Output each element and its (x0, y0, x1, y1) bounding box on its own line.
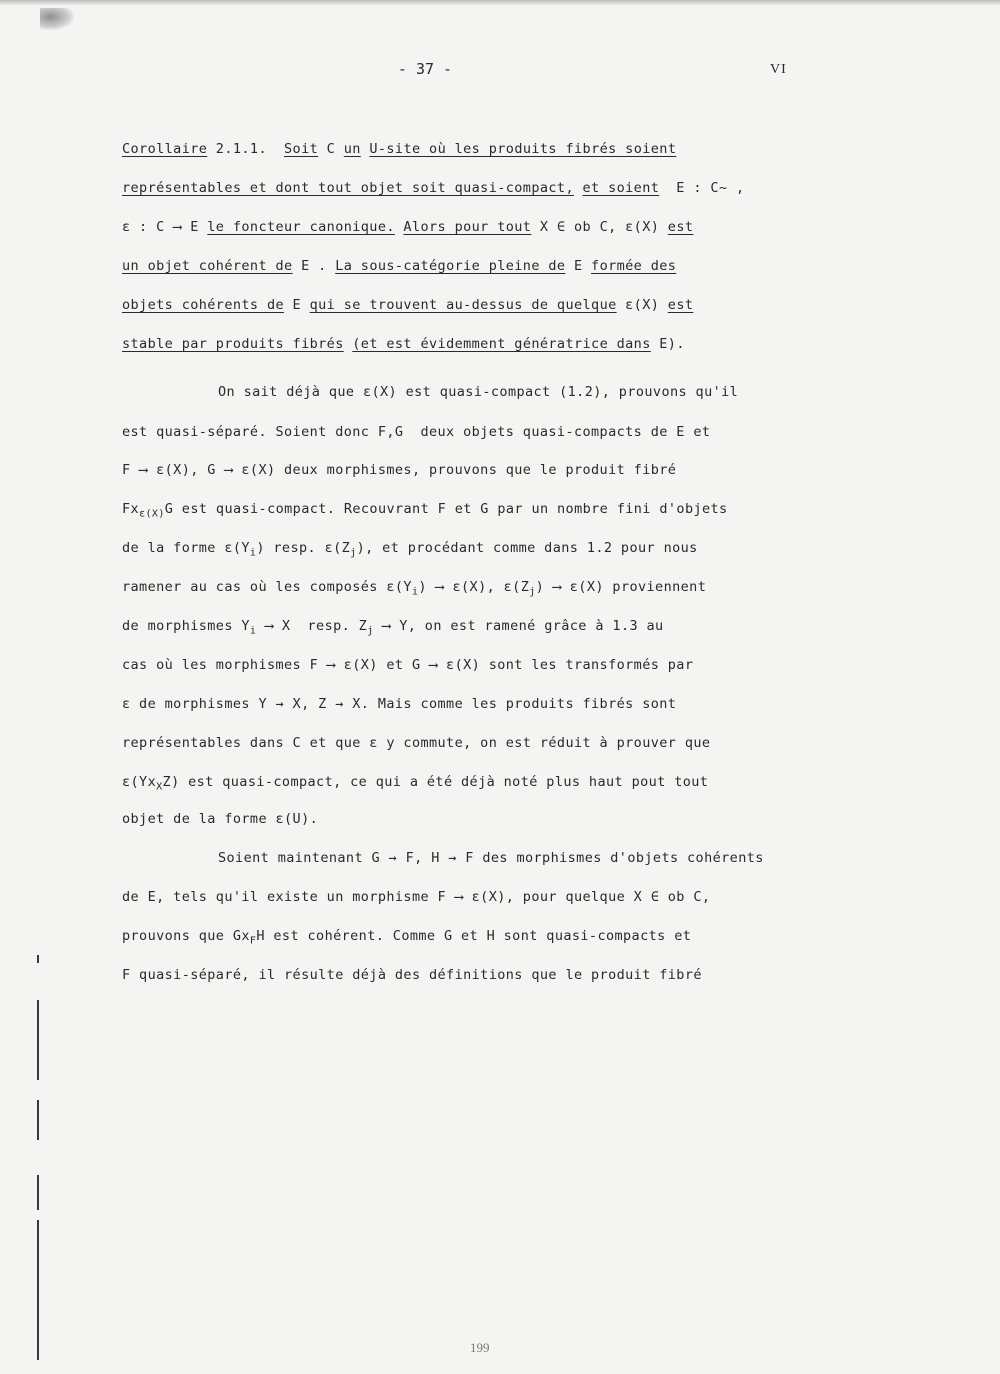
text-segment: Alors pour tout (403, 219, 532, 235)
text-line (122, 735, 710, 751)
text-segment (344, 336, 353, 352)
text-segment: objet de la forme ε(U). (122, 811, 319, 827)
text-segment: X ∈ ob C, ε(X) (531, 219, 668, 235)
text-segment: F quasi-séparé, il résulte déjà des définitions que le produit fibré (122, 967, 702, 983)
text-segment: un (343, 141, 361, 157)
text-segment: ) ⟶ ε(X), ε(Z (418, 579, 530, 595)
subscript: i (411, 586, 419, 598)
text-line (122, 889, 710, 905)
text-line (122, 258, 676, 274)
text-line (122, 462, 676, 478)
chapter-label: VI (770, 62, 787, 77)
binding-mark (37, 1000, 39, 1080)
text-segment: Soient maintenant G → F, H → F des morphismes d'objets cohérents (218, 850, 764, 866)
text-segment: ε(X) (616, 297, 668, 313)
text-segment: La sous-catégorie pleine de (335, 258, 566, 274)
text-segment: et soient (582, 180, 660, 196)
text-segment: E (565, 258, 592, 274)
text-segment: ramener au cas où les composés ε(Y (122, 579, 412, 595)
text-line (122, 540, 698, 559)
page-number-header: - 37 - (397, 60, 453, 78)
text-segment: ε de morphismes Y → X, Z → X. Mais comme les produits fibrés sont (122, 696, 677, 712)
text-line (122, 774, 708, 793)
text-line (122, 928, 691, 947)
text-segment: E (284, 297, 310, 313)
subscript: j (529, 586, 536, 598)
text-line (122, 424, 710, 440)
text-segment: est (667, 297, 694, 313)
text-segment: de E, tels qu'il existe un morphisme F ⟶ ε(X), pour quelque X ∈ ob C, (122, 889, 711, 905)
text-segment: ⟶ X resp. Z (256, 618, 368, 634)
text-segment: (et est évidemment génératrice dans (352, 336, 651, 352)
binding-mark (37, 1220, 39, 1360)
text-segment: objets cohérents de (122, 297, 285, 313)
text-segment: On sait déjà que ε(X) est quasi-compact (1.2), prouvons qu'il (218, 384, 739, 400)
text-line (122, 618, 664, 637)
text-line (218, 384, 738, 400)
text-segment: représentables et dont tout objet soit quasi-compact, (122, 180, 574, 196)
subscript: j (350, 547, 357, 559)
text-segment: E . (292, 258, 336, 274)
text-segment: ), et procédant comme dans 1.2 pour nous (356, 540, 698, 556)
text-segment: C (318, 141, 344, 157)
text-segment: formée des (591, 258, 677, 274)
text-line (122, 141, 676, 157)
text-segment: de la forme ε(Y (122, 540, 250, 556)
text-segment: Soit (284, 141, 319, 157)
subscript: i (249, 547, 257, 559)
subscript: X (156, 781, 163, 793)
subscript: F (249, 935, 257, 947)
text-line (122, 297, 693, 313)
scan-top-edge (0, 0, 1000, 6)
text-segment: le foncteur canonique. (207, 219, 395, 235)
text-segment: U-site où les produits fibrés soient (369, 141, 677, 157)
scan-corner-mark (40, 8, 74, 30)
text-segment: prouvons que Gx (122, 928, 250, 944)
binding-mark (37, 955, 39, 963)
text-line (122, 180, 745, 196)
text-segment: un objet cohérent de (122, 258, 293, 274)
text-line (122, 811, 318, 827)
text-segment: est quasi-séparé. Soient donc F,G deux objets quasi-compacts de E et (122, 424, 711, 440)
text-segment: ) ⟶ ε(X) proviennent (535, 579, 707, 595)
text-segment: représentables dans C et que ε y commute, on est réduit à prouver que (122, 735, 711, 751)
text-segment: Fx (122, 501, 140, 517)
page-number-footer: 199 (470, 1340, 490, 1355)
text-segment: H est cohérent. Comme G et H sont quasi-compacts et (256, 928, 692, 944)
subscript: i (249, 625, 257, 637)
binding-mark (37, 1175, 39, 1210)
text-segment: G est quasi-compact. Recouvrant F et G par un nombre fini d'objets (164, 501, 728, 517)
text-segment: Corollaire (122, 141, 208, 157)
text-segment: 2.1.1. (207, 141, 285, 157)
subscript: j (367, 625, 374, 637)
text-segment: ) resp. ε(Z (256, 540, 351, 556)
text-segment: ⟶ Y, on est ramené grâce à 1.3 au (373, 618, 664, 634)
text-line (122, 219, 693, 235)
text-line (218, 850, 764, 866)
text-segment: qui se trouvent au-dessus de quelque (309, 297, 617, 313)
text-segment: E : C~ , (659, 180, 745, 196)
binding-mark (37, 1100, 39, 1140)
text-line (122, 579, 706, 598)
text-line (122, 696, 676, 712)
text-line (122, 336, 685, 352)
text-segment: ε : C ⟶ E (122, 219, 208, 235)
text-segment: F ⟶ ε(X), G ⟶ ε(X) deux morphismes, prouvons que le produit fibré (122, 462, 677, 478)
subscript: ε(X) (139, 508, 165, 520)
text-line (122, 967, 702, 983)
text-segment: E). (650, 336, 685, 352)
text-segment: ε(Yx (122, 774, 157, 790)
text-segment: de morphismes Y (122, 618, 250, 634)
text-segment: est (667, 219, 694, 235)
text-segment: cas où les morphismes F ⟶ ε(X) et G ⟶ ε(X) sont les transformés par (122, 657, 694, 673)
text-line (122, 657, 693, 673)
text-segment: Z) est quasi-compact, ce qui a été déjà noté plus haut pout tout (162, 774, 709, 790)
text-segment (574, 180, 583, 196)
text-segment: stable par produits fibrés (122, 336, 344, 352)
text-line (122, 501, 728, 520)
